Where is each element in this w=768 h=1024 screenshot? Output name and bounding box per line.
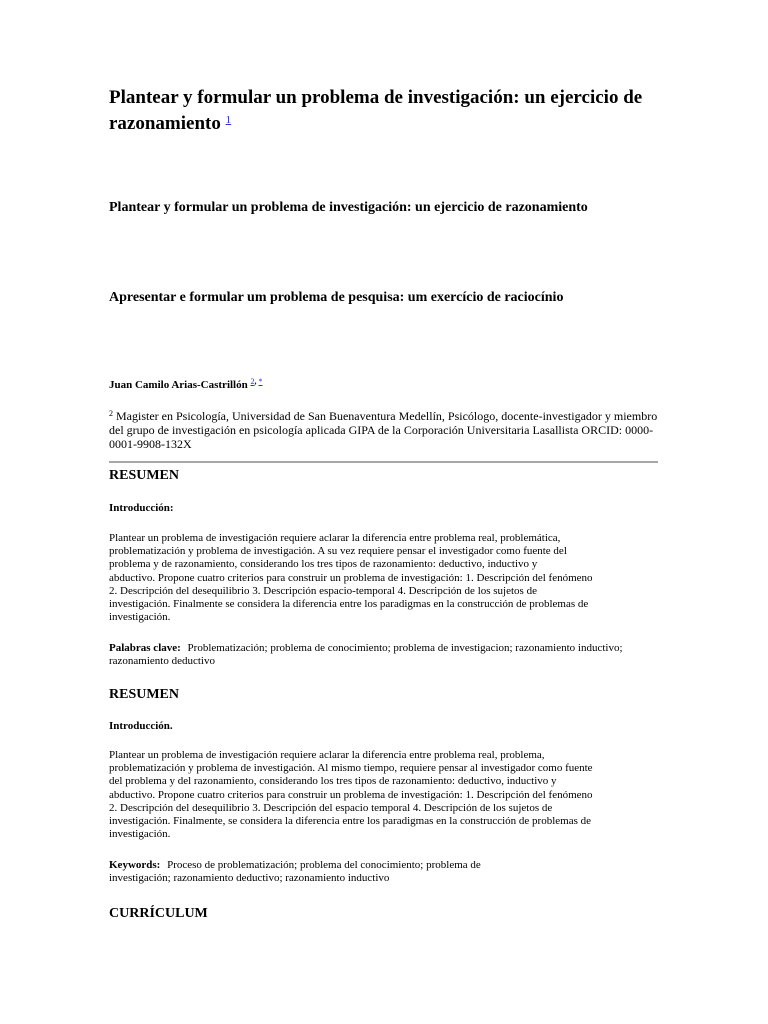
intro-label-2: Introducción. xyxy=(109,720,173,732)
affiliation-ref: 2 xyxy=(109,409,113,418)
abstract-heading-2: RESUMEN xyxy=(109,687,180,702)
author-refs: 2, * xyxy=(250,377,263,386)
abstract-heading-1: RESUMEN xyxy=(109,468,180,483)
abstract-body-1: Plantear un problema de investigación requiere aclarar la diferencia entre problema real, problemática, problematización y problema de investigación. A su vez requiere pensar el investigador como fuente del problema y de razonamiento, considerando los tres tipos de razonamiento: deductivo, inductivo y abductivo. Propone cuatro criterios para construir un problema de investigación: 1. Descripción del fenómeno 2. Descripción del desequilibrio 3. Descripción espacio-temporal 4. Descripción de los sujetos de investigación. Finalmente se considera la diferencia entre los paradigmas en la construcción de problemas de investigación. xyxy=(109,532,593,624)
author-line xyxy=(109,375,658,392)
title-footnote xyxy=(226,114,232,126)
page-title xyxy=(109,86,658,135)
keywords-label-1: Palabras clave: xyxy=(109,642,181,654)
keywords-label-2: Keywords: xyxy=(109,859,161,871)
author-affiliation xyxy=(109,407,658,451)
subtitle-spanish: Plantear y formular un problema de investigación: un ejercicio de razonamiento xyxy=(109,200,588,215)
title-text: Plantear y formular un problema de investigación: un ejercicio de razonamiento xyxy=(109,87,643,134)
footnote-link-2[interactable]: 2 xyxy=(250,377,255,386)
abstract-body-2: Plantear un problema de investigación requiere aclarar la diferencia entre problema real, problema, problematización y problema de investigación. Al mismo tiempo, requiere pensar al investigador como fuente del problema y del razonamiento, considerando los tres tipos de razonamiento: deductivo, inductivo y abductivo. Propone cuatro criterios para construir un problema de investigación: 1. Descripción del fenómeno 2. Descripción del desequilibrio 3. Descripción del espacio temporal 4. Descripción de los sujetos de investigación. Finalmente, se considera la diferencia entre los paradigmas en la construcción de problemas de investigación. xyxy=(109,749,593,841)
footnote-link-1[interactable]: 1 xyxy=(225,114,232,126)
divider xyxy=(109,461,658,463)
affiliation-text: Magister en Psicología, Universidad de San Buenaventura Medellín, Psicólogo, docente-investigador y miembro del grupo de investigación en psicología aplicada GIPA de la Corporación Universitaria Lasallista ORCID: 0000-0001-9908-132X xyxy=(109,409,658,451)
keywords-text-2: Proceso de problematización; problema del conocimiento; problema de investigación; razonamiento deductivo; razonamiento inductivo xyxy=(109,859,481,885)
subtitle-portuguese: Apresentar e formular um problema de pesquisa: um exercício de raciocínio xyxy=(109,290,564,305)
keywords-text-1: Problematización; problema de conocimiento; problema de investigacion; razonamiento inductivo; razonamiento deductivo xyxy=(109,642,623,668)
keywords-2 xyxy=(109,859,528,885)
keywords-1 xyxy=(109,642,643,668)
author-name: Juan Camilo Arias-Castrillón xyxy=(109,379,248,391)
intro-label-1: Introducción: xyxy=(109,502,174,514)
footnote-link-star[interactable]: * xyxy=(258,377,263,386)
curriculum-heading: CURRÍCULUM xyxy=(109,906,208,921)
